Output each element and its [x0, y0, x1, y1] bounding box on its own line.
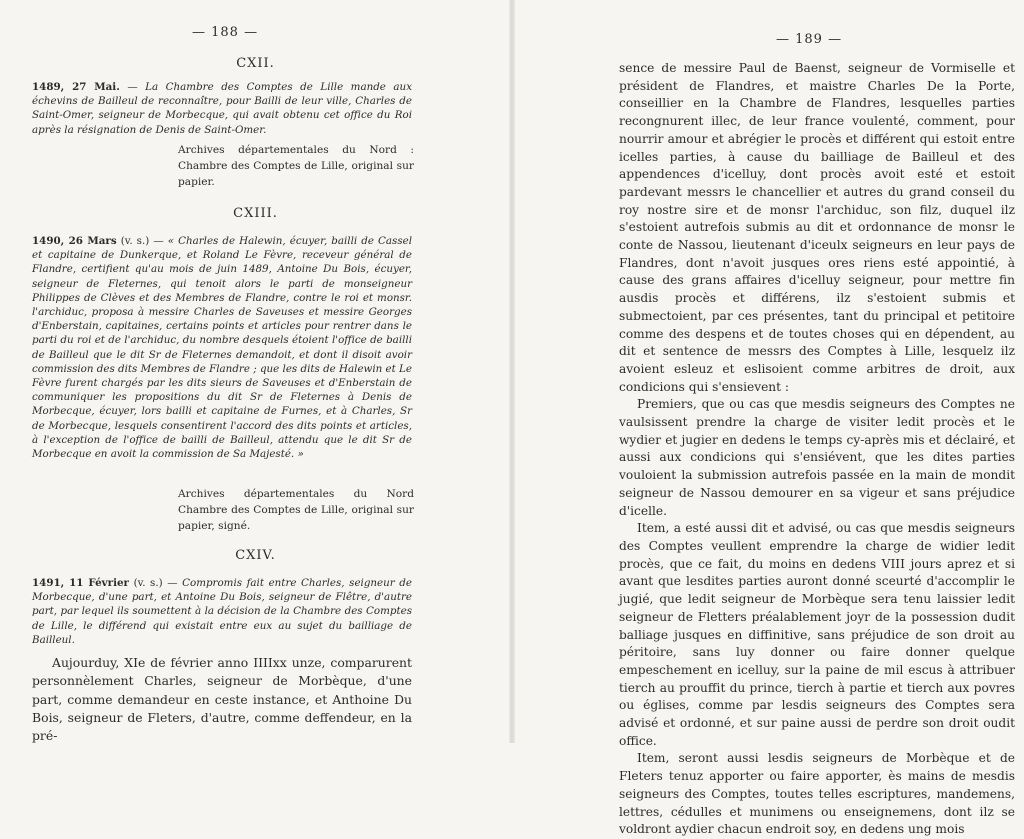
left-page	[0, 0, 511, 743]
entry-dating-style: (v. s.)	[120, 235, 150, 247]
paragraph: Premiers, que ou cas que mesdis seigneurs des Comptes ne vaulsissent prendre la charge de visiter ledit procès et le wydier et jugier en dedens le temps cy-après mis et déclairé, et aussi aux condicions qui s'ensiévent, que les dites parties vouloient la submission autrefois passée en la main de mondit seigneur de Nassou demourer en sa vigeur et sans préjudice d'icelle.	[619, 397, 1015, 518]
entry-date: 1491, 11 Février	[32, 577, 129, 589]
paragraph: Item, seront aussi lesdis seigneurs de Morbèque et de Fleters tenuz apporter ou faire apporter, ès mains de mesdis seigneurs des Comptes, toutes telles escriptures, mandemens, lettres, cédulles et munimens ou enseignemens, dont ilz se voldront aydier chacun endroit soy, en dedens ung mois	[619, 751, 1015, 837]
entry-summary-text: — Compromis fait entre Charles, seigneur de Morbecque, d'une part, et Antoine Du Bois, seigneur de Flêtre, d'autre part, par lequel ils soumettent à la décision de la Chambre des Comptes de Lille, le différend qui existait entre eux au sujet du bailliage de Bailleul.	[32, 577, 412, 646]
entry-date: 1489, 27 Mai.	[32, 81, 120, 93]
charter-text-continued	[619, 60, 1015, 839]
page-number-left: — 188 —	[192, 25, 259, 40]
page-number-right: — 189 —	[776, 32, 843, 47]
paragraph: sence de messire Paul de Baenst, seigneur de Vormiselle et président de Flandres, et maistre Charles De la Porte, conseillier en la Chambre de Flandres, lesquelles parties recongnurent illec, de leur france voulenté, comment, pour nourrir amour et abrégier le procès et différent qui estoit entre icelles parties, à cause du bailliage de Bailleul et des appendences d'icelluy, dont procès avoit esté et estoit pardevant messrs le chancellier et autres du grand conseil du roy nostre sire et de monsr l'archiduc, son filz, duquel ilz s'estoient autrefois submis au dit et ordonnance de monsr le conte de Nassou, lieutenant d'iceulx seigneurs en leur pays de Flandres, dont n'avoit jusques ores riens esté appointié, à cause des grans affaires d'icelluy seigneur, pour mettre fin ausdis procès et différens, ilz s'estoient submis et submectoient, par ces présentes, tant du principal et petitoire comme des despens et de toutes choses qui en dépendent, au dit et sentence de messrs des Comptes à Lille, lesquelz ilz avoient esleuz et eslisoient comme arbitres de droit, aux condicions qui s'ensievent :	[619, 61, 1015, 394]
entry-summary-text: — « Charles de Halewin, écuyer, bailli de Cassel et capitaine de Dunkerque, et Roland Le Fèvre, receveur général de Flandre, certifient qu'au mois de juin 1489, Antoine Du Bois, écuyer, seigneur de Fleternes, qui tenoit alors le parti de monseigneur Philippes de Clèves et des Membres de Flandre, contre le roi et monsr. l'archiduc, proposa à messire Charles de Saveuses et messire Georges d'Enberstain, capitaines, certains points et articles pour rentrer dans le parti du roi et de l'archiduc, du nombre desquels étoient l'office de bailli de Bailleul que le dit Sr de Fleternes demandoit, et dont il disoit avoir commission des dits Membres de Flandre ; que les dits de Halewin et Le Fèvre furent chargés par les dits sieurs de Saveuses et d'Enberstain de communiquer les propositions du dit Sr de Fleternes à Denis de Morbecque, écuyer, lors bailli et capitaine de Furnes, et à Charles, Sr de Morbecque, lesquels consentirent l'accord des dits points et articles, à l'exception de l'office de bailli de Bailleul, attendu que le dit Sr de Morbecque en avoit la commission de Sa Majesté. »	[32, 235, 412, 461]
right-page	[513, 0, 1024, 837]
charter-text-start: Aujourduy, XIe de février anno IIIIxx unze, comparurent personnèlement Charles, seigneur de Morbèque, d'une part, comme demandeur en ceste instance, et Anthoine Du Bois, seigneur de Fleters, d'autre, comme deffendeur, en la pré-	[32, 655, 412, 744]
entry-summary-cxiii	[32, 234, 412, 461]
entry-summary-text: — La Chambre des Comptes de Lille mande aux échevins de Bailleul de reconnaître, pour Bailli de leur ville, Charles de Saint-Omer, seigneur de Morbecque, qui avait obtenu cet office du Roi après la résignation de Denis de Saint-Omer.	[32, 81, 412, 136]
entry-heading-cxiv: CXIV.	[235, 548, 276, 563]
archive-reference-cxiii: Archives départementales du Nord Chambre des Comptes de Lille, original sur papier, signé.	[178, 488, 414, 532]
entry-heading-cxii: CXII.	[236, 56, 275, 71]
entry-heading-cxiii: CXIII.	[233, 206, 278, 221]
paragraph: Item, a esté aussi dit et advisé, ou cas que mesdis seigneurs des Comptes veullent emprendre la charge de widier ledit procès, que ce fait, du moins en dedens VIII jours aprez et si avant que lesdites parties auront donné sceurté d'accomplir le jugié, que ledit seigneur de Morbèque sera tenu laissier ledit seigneur de Fletters préalablement joyr de la possession dudit balliage jusques en diffinitive, sans préjudice de son droit au péritoire, sans luy donner ou faire donner quelque empeschement en icelluy, sur la paine de mil escus à attribuer tierch au prouffit du prince, tierch à partie et tierch aux povres ou églises, comme par lesdis seigneurs des Comptes sera advisé et ordonné, et sur paine aussi de perdre son droit oudit office.	[619, 521, 1015, 748]
entry-summary-cxiv	[32, 576, 412, 647]
entry-summary-cxii	[32, 80, 412, 137]
entry-date: 1490, 26 Mars	[32, 235, 117, 247]
entry-dating-style: (v. s.)	[133, 577, 163, 589]
archive-reference-cxii: Archives départementales du Nord : Chambre des Comptes de Lille, original sur papier.	[178, 144, 414, 188]
